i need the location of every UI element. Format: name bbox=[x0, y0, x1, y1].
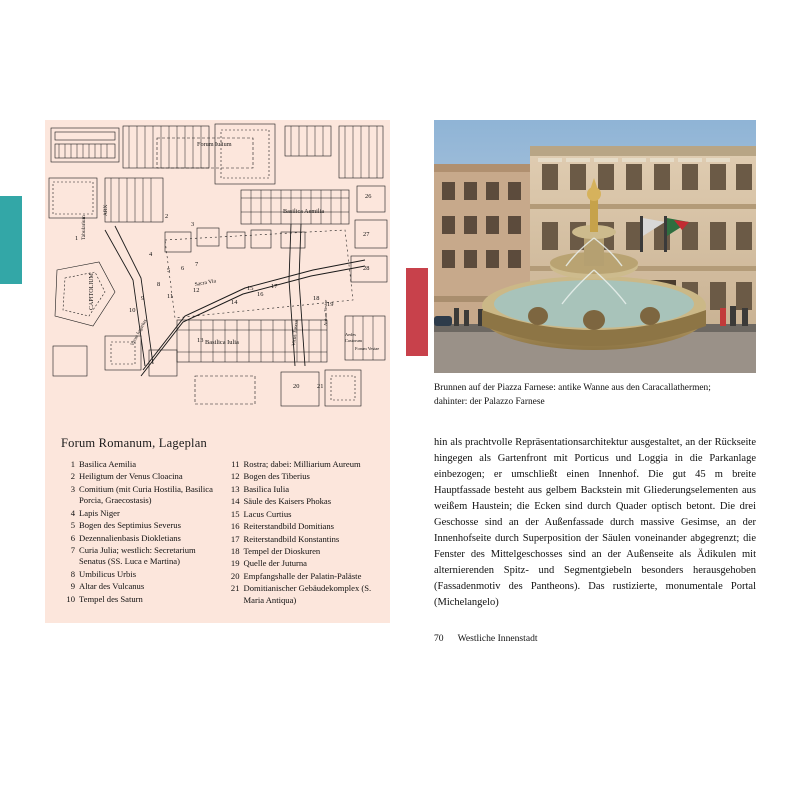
legend-item bbox=[226, 583, 381, 606]
legend-item bbox=[61, 569, 216, 580]
page-number: 70 bbox=[434, 632, 444, 644]
legend-item bbox=[61, 533, 216, 544]
legend-number: 2 bbox=[70, 471, 75, 482]
legend-label: Rostra; dabei: Milliarium Aureum bbox=[243, 459, 361, 469]
legend-number: 11 bbox=[231, 459, 240, 469]
legend-number: 21 bbox=[230, 583, 240, 594]
svg-text:12: 12 bbox=[193, 287, 200, 294]
legend-label: Comitium (mit Curia Hostilia, Basilica Porcia, Graecostasis) bbox=[79, 483, 213, 506]
legend-number: 16 bbox=[230, 521, 240, 532]
map-illustration-svg bbox=[45, 120, 390, 420]
svg-text:3: 3 bbox=[191, 221, 195, 228]
svg-text:10: 10 bbox=[129, 307, 136, 314]
svg-text:11: 11 bbox=[167, 293, 174, 300]
legend-number: 12 bbox=[230, 471, 240, 482]
legend-label: Lapis Niger bbox=[79, 507, 120, 518]
svg-text:Castorum: Castorum bbox=[345, 338, 363, 343]
svg-text:ARX: ARX bbox=[103, 204, 109, 216]
legend-label: Basilica Iulia bbox=[243, 483, 290, 494]
legend-item bbox=[226, 546, 381, 557]
svg-text:16: 16 bbox=[257, 291, 264, 298]
section-label: Westliche Innenstadt bbox=[457, 632, 538, 644]
legend-label: Tempel der Dioskuren bbox=[243, 545, 321, 556]
legend-label: Empfangshalle der Palatin-Paläste bbox=[243, 570, 362, 581]
legend-number: 14 bbox=[230, 496, 240, 507]
legend-item bbox=[61, 508, 216, 519]
svg-text:15: 15 bbox=[247, 285, 254, 292]
legend-label: Lacus Curtius bbox=[243, 508, 292, 519]
legend-label: Curia Julia; westlich: Secretarium Senatus (SS. Luca e Martina) bbox=[79, 544, 196, 567]
legend-number: 5 bbox=[70, 520, 75, 531]
legend-title: Forum Romanum, Lageplan bbox=[61, 436, 207, 450]
svg-text:5: 5 bbox=[167, 267, 171, 274]
svg-text:9: 9 bbox=[141, 295, 145, 302]
legend-item bbox=[61, 459, 216, 470]
svg-text:2: 2 bbox=[165, 213, 169, 220]
legend-item bbox=[226, 484, 381, 495]
body-paragraph: hin als prachtvolle Repräsentationsarchitektur ausgestaltet, an der Rückseite hingegen als Gartenfront mit Porticus und Loggia in die Parkanlage einbezogen; er umschließt einen Innenhof. Die gut 45 m breite Hauptfassade besteht aus gelbem Backstein mit Gliederungselementen aus weißem Haustein; die Ecken sind durch Quader optisch betont. Die drei Geschosse sind an der Außenfassade durch massive Gesimse, an der Innenhofseite durch Superposition der Säulen voneinander abgegrenzt; die Fenster des Mittelgeschosses sind an der Außenseite als Ädikulen mit alternierenden Spitz- und Segmentgiebeln besonders herausgehoben (Fassadenmotiv des Pantheons). Das rustizierte, monumentale Portal (Michelangelo) bbox=[434, 437, 756, 608]
svg-text:Tabularium: Tabularium bbox=[81, 215, 87, 240]
legend-column-right bbox=[226, 459, 381, 607]
legend-item bbox=[226, 558, 381, 569]
svg-text:Basilica Aemilia: Basilica Aemilia bbox=[283, 208, 325, 215]
legend-item bbox=[226, 471, 381, 482]
legend-label: Dezennalienbasis Diokletians bbox=[79, 532, 181, 543]
legend-label: Säule des Kaisers Phokas bbox=[243, 496, 332, 507]
photo-illustration-svg bbox=[434, 120, 756, 373]
legend-label: Domitianischer Gebäudekomplex (S. Maria Antiqua) bbox=[243, 583, 372, 605]
svg-text:14: 14 bbox=[231, 299, 238, 306]
legend-label: Heiligtum der Venus Cloacina bbox=[79, 471, 183, 482]
svg-text:26: 26 bbox=[365, 193, 372, 200]
legend-number: 20 bbox=[230, 570, 240, 581]
svg-text:Vicus Iugarius: Vicus Iugarius bbox=[130, 318, 149, 347]
legend-item bbox=[61, 545, 216, 568]
svg-text:21: 21 bbox=[317, 383, 324, 390]
svg-text:4: 4 bbox=[149, 251, 153, 258]
forum-romanum-map bbox=[45, 120, 390, 420]
svg-text:19: 19 bbox=[327, 301, 334, 308]
legend-item bbox=[61, 471, 216, 482]
legend-item bbox=[226, 534, 381, 545]
legend-number: 1 bbox=[70, 459, 75, 469]
legend-item bbox=[226, 571, 381, 582]
legend-item bbox=[226, 496, 381, 507]
legend-number: 19 bbox=[230, 558, 240, 569]
legend-number: 10 bbox=[66, 593, 75, 604]
legend-label: Bogen des Septimius Severus bbox=[79, 520, 181, 531]
page-footer bbox=[434, 633, 756, 644]
legend-item bbox=[226, 521, 381, 532]
svg-text:Forum Iulium: Forum Iulium bbox=[197, 141, 232, 148]
svg-text:7: 7 bbox=[195, 261, 199, 268]
map-legend bbox=[45, 420, 390, 623]
legend-number: 13 bbox=[230, 483, 240, 494]
svg-text:13: 13 bbox=[197, 337, 204, 344]
svg-text:18: 18 bbox=[313, 295, 320, 302]
legend-label: Basilica Aemilia bbox=[79, 459, 137, 469]
svg-text:1: 1 bbox=[75, 235, 79, 242]
svg-text:20: 20 bbox=[293, 383, 300, 390]
legend-label: Altar des Vulcanus bbox=[79, 581, 145, 592]
svg-text:17: 17 bbox=[271, 283, 278, 290]
svg-text:Forum Vestae: Forum Vestae bbox=[355, 346, 380, 351]
svg-text:28: 28 bbox=[363, 265, 370, 272]
legend-label: Tempel des Saturn bbox=[79, 593, 143, 604]
svg-text:CAPITOLIUM: CAPITOLIUM bbox=[89, 273, 95, 310]
legend-label: Reiterstandbild Domitians bbox=[243, 521, 334, 532]
legend-item bbox=[226, 509, 381, 520]
legend-number: 7 bbox=[70, 544, 75, 555]
red-accent-tab bbox=[406, 268, 428, 356]
svg-text:8: 8 bbox=[157, 281, 161, 288]
legend-number: 4 bbox=[70, 507, 75, 518]
legend-number: 18 bbox=[230, 545, 240, 556]
svg-text:Basilica Iulia: Basilica Iulia bbox=[205, 339, 239, 346]
right-column bbox=[434, 120, 756, 644]
legend-item bbox=[61, 520, 216, 531]
legend-label: Umbilicus Urbis bbox=[79, 568, 137, 579]
legend-item bbox=[61, 484, 216, 507]
svg-text:Vicus Tuscus: Vicus Tuscus bbox=[292, 319, 300, 347]
legend-label: Bogen des Tiberius bbox=[243, 471, 310, 482]
svg-text:6: 6 bbox=[181, 265, 185, 272]
legend-number: 8 bbox=[70, 568, 75, 579]
legend-column-left bbox=[61, 459, 216, 607]
svg-text:Sacra Via: Sacra Via bbox=[194, 278, 217, 288]
legend-item bbox=[61, 581, 216, 592]
svg-text:27: 27 bbox=[363, 231, 370, 238]
photo-fountain-piazza-farnese bbox=[434, 120, 756, 373]
legend-label: Reiterstandbild Konstantins bbox=[243, 533, 340, 544]
legend-item bbox=[61, 594, 216, 605]
legend-label: Quelle der Juturna bbox=[243, 558, 307, 569]
left-column bbox=[45, 120, 390, 623]
svg-text:Aedes: Aedes bbox=[345, 332, 356, 337]
svg-text:Atrium Vestae: Atrium Vestae bbox=[323, 299, 328, 326]
legend-number: 6 bbox=[70, 532, 75, 543]
legend-item bbox=[226, 459, 381, 470]
legend-number: 15 bbox=[230, 508, 240, 519]
photo-caption: Brunnen auf der Piazza Farnese: antike Wanne aus den Caracallathermen; dahinter: der Palazzo Farnese bbox=[434, 383, 711, 407]
legend-number: 3 bbox=[70, 483, 75, 494]
legend-number: 9 bbox=[70, 581, 75, 592]
legend-number: 17 bbox=[230, 533, 240, 544]
teal-accent-tab bbox=[0, 196, 22, 284]
